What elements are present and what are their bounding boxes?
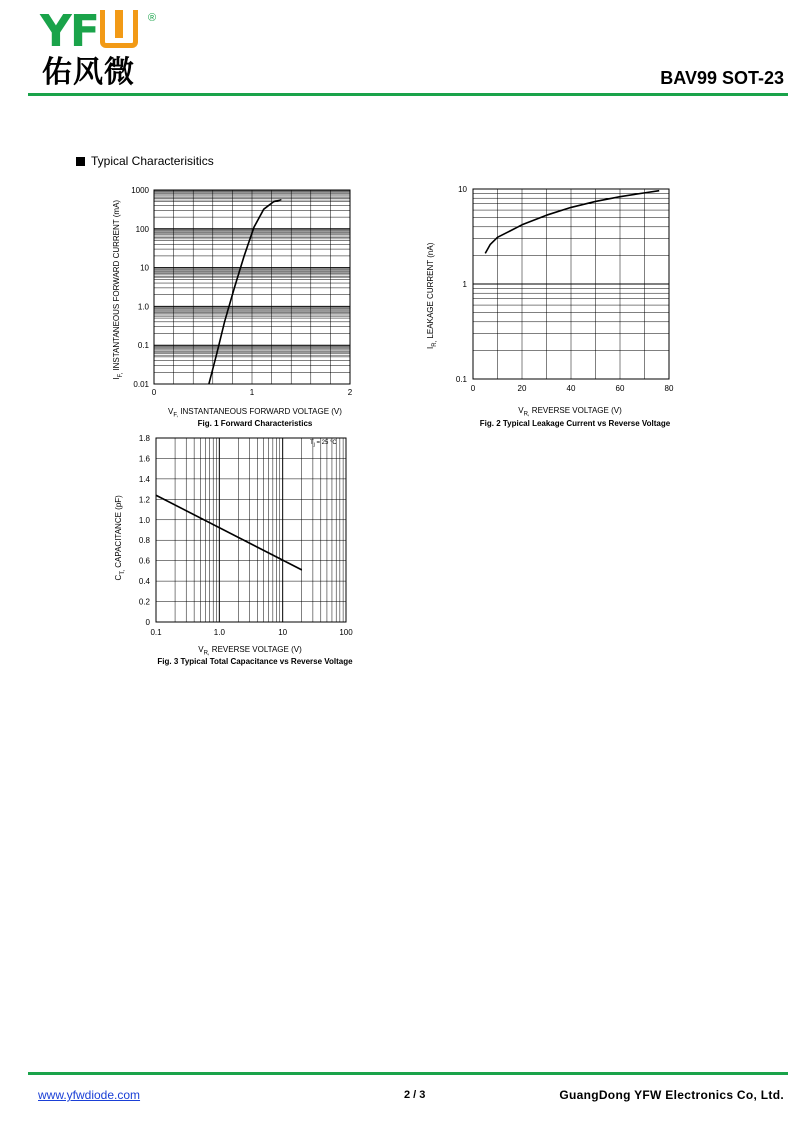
- fig1-ytick: 100: [135, 224, 149, 234]
- fig3-xtick: 0.1: [150, 628, 162, 637]
- fig3-ytick: 0: [145, 618, 150, 627]
- fig3-ytick: 1.2: [138, 495, 150, 505]
- fig3-capacitance-chart: [120, 430, 360, 645]
- company-name: GuangDong YFW Electronics Co, Ltd.: [559, 1088, 784, 1102]
- fig2-ytick: 1: [462, 280, 467, 289]
- fig3-frame: [156, 438, 346, 622]
- section-heading: [76, 154, 214, 168]
- fig1-ytick: 1.0: [137, 302, 149, 312]
- company-logo: [40, 6, 160, 92]
- fig2-xtick: 80: [664, 384, 674, 393]
- fig1-xtick: 1: [249, 388, 255, 397]
- fig3-ytick: 0.6: [138, 556, 150, 566]
- fig3-xtick: 1.0: [213, 628, 225, 637]
- page-number: 2 / 3: [404, 1089, 426, 1101]
- fig1-xtick: 2: [347, 388, 353, 397]
- fig3-ytick: 1.0: [138, 515, 150, 525]
- fig2-xtick: 40: [566, 384, 576, 393]
- fig3-ytick: 1.8: [138, 434, 150, 443]
- fig1-ytick: 10: [140, 263, 149, 273]
- fig3-ytick: 0.4: [138, 577, 150, 587]
- fig2-ytick: 0.1: [455, 375, 467, 384]
- document-title: BAV99 SOT-23: [660, 68, 784, 88]
- fig1-caption: Fig. 1 Forward Characteristics: [197, 419, 313, 428]
- fig3-ytick: 1.6: [138, 454, 150, 464]
- fig2-xtick: 20: [517, 384, 527, 393]
- fig3-caption: Fig. 3 Typical Total Capacitance vs Reverse Voltage: [157, 657, 353, 666]
- bullet-square-icon: [76, 157, 85, 166]
- fig3-xlabel: $V_{R,}$ REVERSE VOLTAGE (V): [198, 645, 302, 657]
- website-link[interactable]: www.yfwdiode.com: [38, 1088, 141, 1102]
- fig3-ytick: 1.4: [138, 474, 150, 484]
- fig3-xtick: 100: [339, 628, 353, 637]
- fig3-ytick: 0.8: [138, 536, 150, 546]
- fig1-series-line: [209, 200, 282, 384]
- logo-chinese-name: 佑风微: [42, 55, 135, 90]
- fig1-ytick: 1000: [131, 186, 149, 195]
- fig2-xlabel: $V_{R,}$ REVERSE VOLTAGE (V): [518, 406, 622, 418]
- fig1-ytick: 0.01: [133, 380, 149, 389]
- fig1-xlabel: $V_{F,}$ INSTANTANEOUS FORWARD VOLTAGE (V): [168, 407, 342, 419]
- fig2-caption: Fig. 2 Typical Leakage Current vs Reverse Voltage: [479, 419, 671, 428]
- fig3-annotation: $T_j = 25$ °C: [310, 440, 337, 449]
- header-divider: [28, 93, 788, 96]
- logo-mark: YF: [40, 10, 138, 54]
- fig3-ylabel: $C_{T,}$ CAPACITANCE (pF): [114, 495, 126, 581]
- fig2-series-line: [485, 191, 659, 254]
- fig2-leakage-chart: [440, 180, 690, 400]
- fig1-ylabel: $I_{F,}$ INSTANTANEOUS FORWARD CURRENT (mA): [112, 199, 124, 380]
- fig1-forward-chart: [110, 180, 370, 405]
- fig3-ytick: 0.2: [138, 597, 150, 607]
- footer-divider: [28, 1072, 788, 1075]
- fig2-ytick: 10: [458, 185, 467, 194]
- fig2-xtick: 60: [615, 384, 625, 393]
- fig1-xtick: 0: [151, 388, 157, 397]
- fig2-ylabel: $I_{R,}$ LEAKAGE CURRENT (nA): [426, 242, 438, 349]
- fig3-xtick: 10: [278, 628, 288, 637]
- section-title: Typical Characterisitics: [91, 154, 214, 168]
- registered-mark: ®: [148, 12, 157, 24]
- fig1-ytick: 0.1: [137, 341, 149, 351]
- fig2-xtick: 0: [470, 384, 476, 393]
- logo-w-shape: [100, 10, 138, 48]
